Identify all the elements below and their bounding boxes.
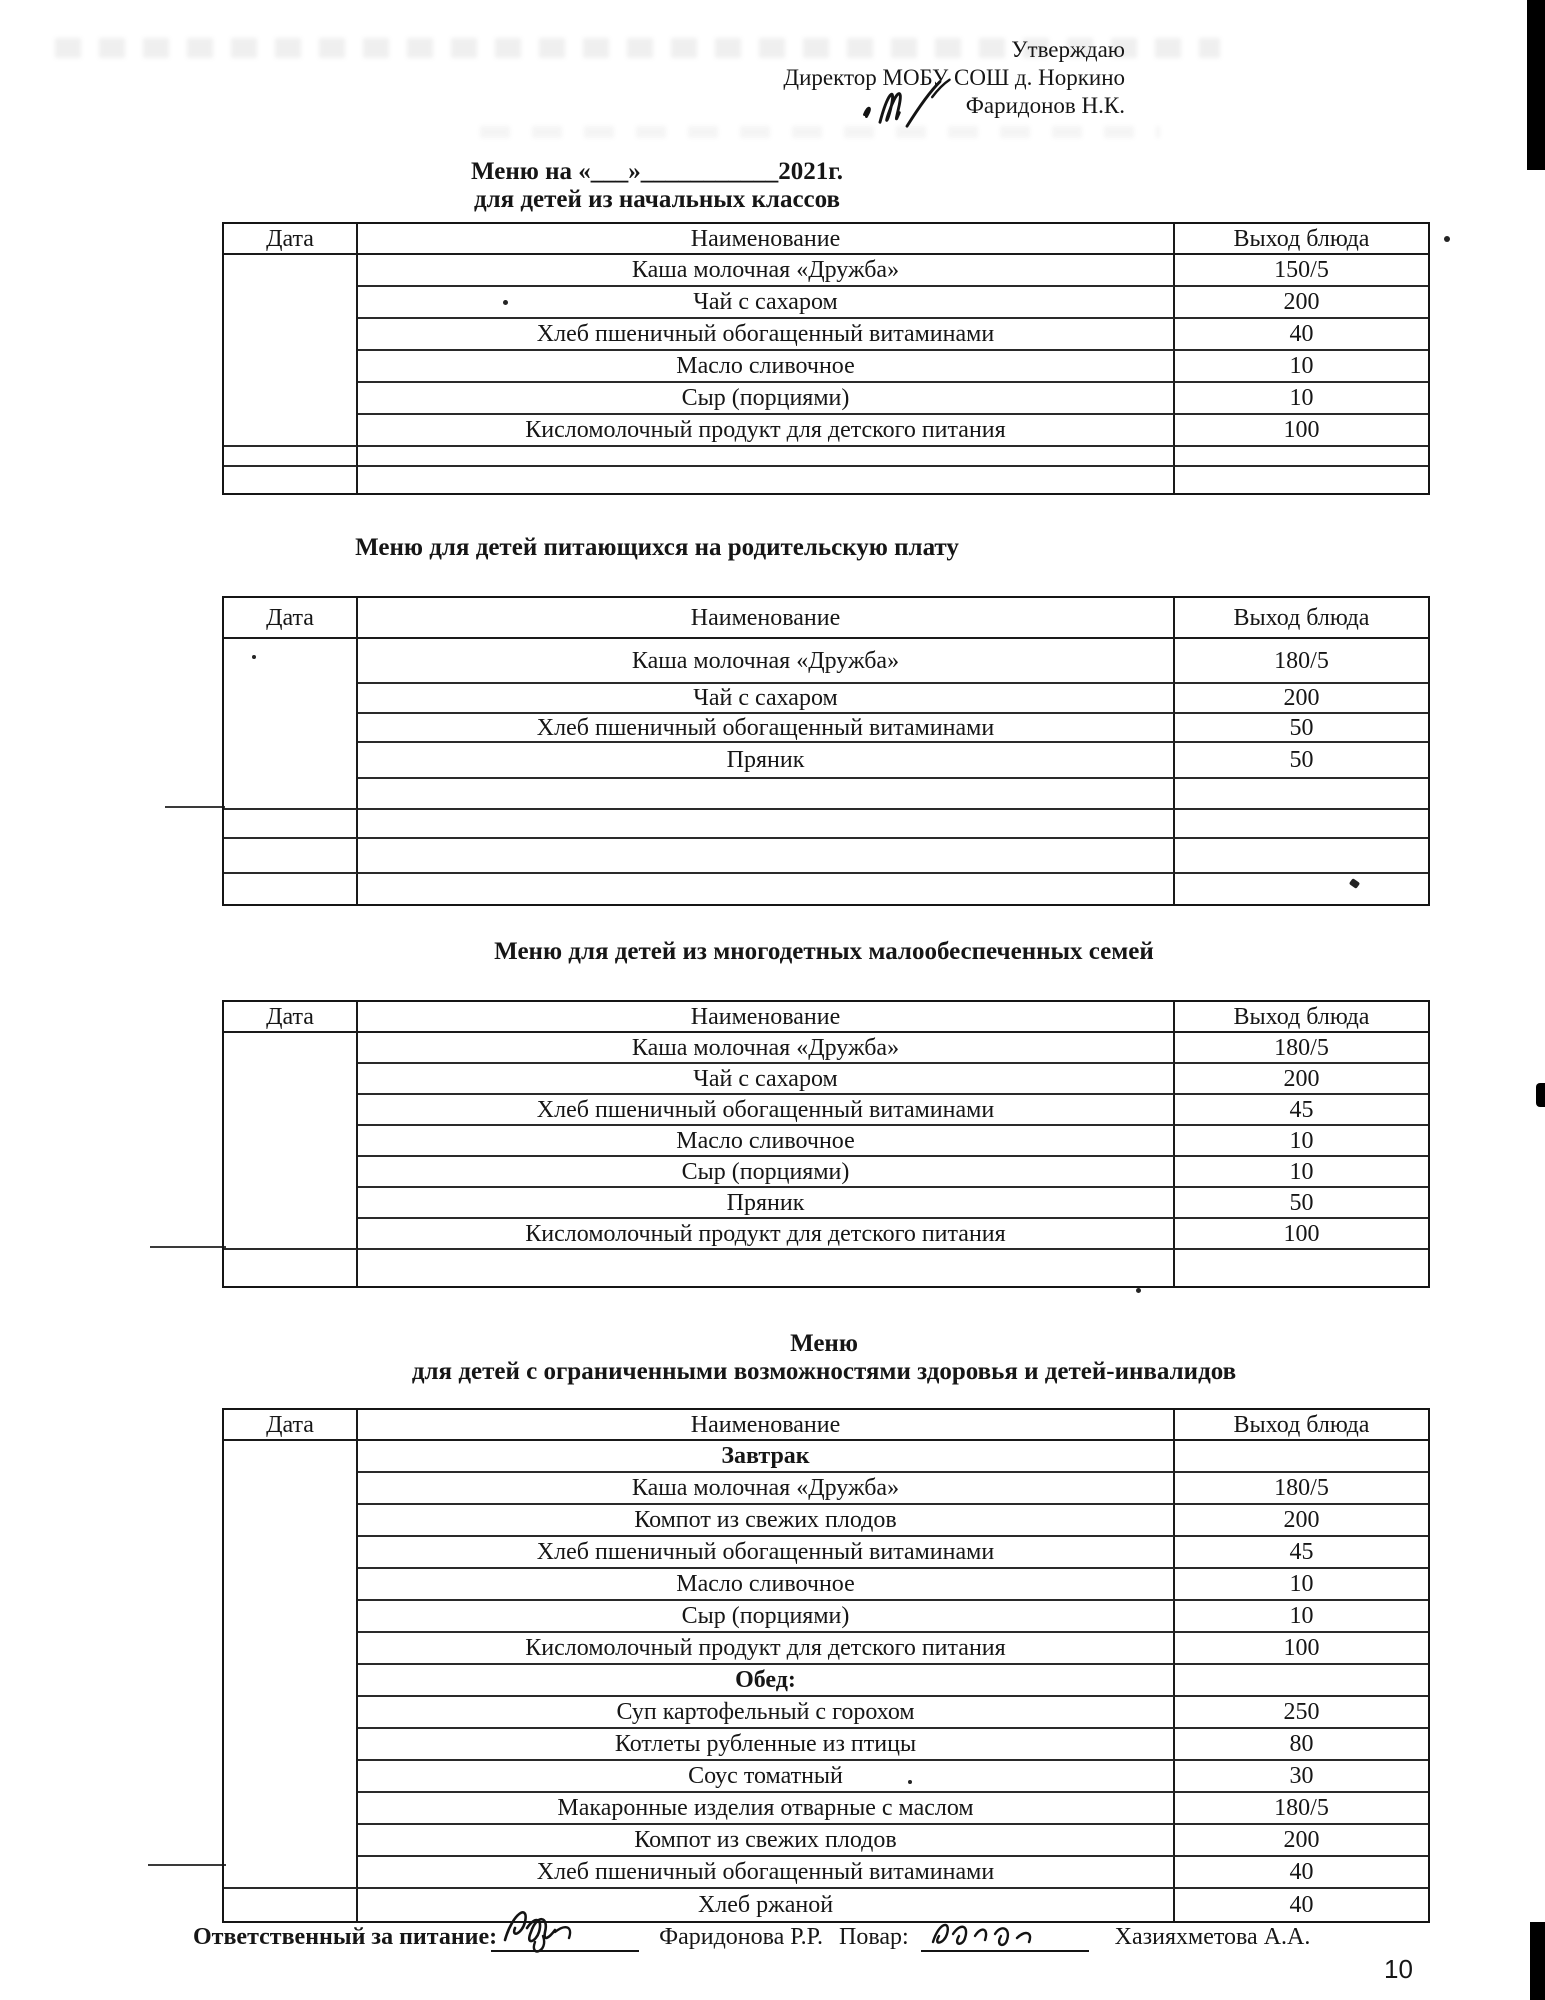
dish-name-cell: Масло сливочное: [358, 1126, 1175, 1157]
scan-artifact-bar-top: [1527, 0, 1545, 170]
menu-table-large-families: [222, 1000, 1430, 1288]
empty-output-cell: [1175, 1250, 1428, 1286]
empty-output-cell: [1175, 447, 1428, 467]
responsible-signature-line: [491, 1922, 639, 1952]
document-title: [57, 158, 1257, 214]
approval-line-approve: Утверждаю: [1011, 37, 1125, 62]
section-title-line: Меню: [790, 1330, 858, 1357]
empty-name-cell: [358, 779, 1175, 810]
dish-name-cell: Чай с сахаром: [358, 287, 1175, 319]
meal-section-row: Завтрак: [358, 1441, 1175, 1473]
date-cell: [224, 447, 358, 467]
empty-name-cell: [358, 447, 1175, 467]
dish-output-cell: 200: [1175, 1825, 1428, 1857]
dish-name-cell: Каша молочная «Дружба»: [358, 255, 1175, 287]
director-signature-icon: [852, 72, 964, 130]
empty-name-cell: [358, 467, 1175, 493]
dish-output-cell: 10: [1175, 1569, 1428, 1601]
dish-output-cell: 45: [1175, 1537, 1428, 1569]
empty-name-cell: [358, 839, 1175, 874]
column-header-output: Выход блюда: [1175, 1002, 1428, 1033]
column-header-date: Дата: [224, 598, 358, 639]
menu-table-disabilities: [222, 1408, 1430, 1923]
dish-output-cell: 200: [1175, 684, 1428, 714]
scan-line-overrun: [148, 1864, 226, 1866]
empty-output-cell: [1175, 779, 1428, 810]
scan-line-overrun: [165, 806, 225, 808]
document-title-line: для детей из начальных классов: [473, 186, 841, 213]
dish-name-cell: Суп картофельный с горохом: [358, 1697, 1175, 1729]
cook-label: Повар:: [839, 1924, 909, 1950]
section-title-parent-paid: [57, 534, 1257, 562]
empty-output-cell: [1175, 467, 1428, 493]
dish-output-cell: 200: [1175, 1064, 1428, 1095]
approval-line-director: Директор МОБУ СОШ д. Норкино: [783, 65, 1125, 90]
dish-name-cell: Сыр (порциями): [358, 1601, 1175, 1633]
dish-output-cell: 40: [1175, 319, 1428, 351]
dish-output-cell: 30: [1175, 1761, 1428, 1793]
dish-output-cell: 180/5: [1175, 639, 1428, 684]
dish-name-cell: Сыр (порциями): [358, 383, 1175, 415]
date-cell-merged: [224, 1441, 358, 1889]
column-header-output: Выход блюда: [1175, 598, 1428, 639]
section-title-line: для детей с ограниченными возможностями здоровья и детей-инвалидов: [411, 1358, 1237, 1385]
date-cell: [224, 810, 358, 839]
dish-name-cell: Кисломолочный продукт для детского питания: [358, 1219, 1175, 1250]
column-header-name: Наименование: [358, 598, 1175, 639]
dish-name-cell: Пряник: [358, 743, 1175, 779]
dish-output-cell: 80: [1175, 1729, 1428, 1761]
empty-name-cell: [358, 810, 1175, 839]
dish-name-cell: Каша молочная «Дружба»: [358, 639, 1175, 684]
dish-output-cell: 200: [1175, 287, 1428, 319]
date-cell-merged: [224, 255, 358, 447]
dish-name-cell: Хлеб пшеничный обогащенный витаминами: [358, 319, 1175, 351]
column-header-output: Выход блюда: [1175, 1410, 1428, 1441]
column-header-name: Наименование: [358, 1410, 1175, 1441]
section-title-line: Меню для детей из многодетных малообеспеченных семей: [494, 938, 1154, 965]
approval-line-name: Фаридонов Н.К.: [965, 93, 1125, 118]
scan-bleedthrough-band: [480, 126, 1160, 138]
dish-name-cell: Хлеб пшеничный обогащенный витаминами: [358, 1095, 1175, 1126]
page-number: 10: [1384, 1954, 1413, 1984]
scan-artifact-bar-mid: [1536, 1083, 1545, 1107]
dish-name-cell: Компот из свежих плодов: [358, 1505, 1175, 1537]
column-header-output: Выход блюда: [1175, 224, 1428, 255]
date-cell-merged: [224, 639, 358, 810]
dish-output-cell: 100: [1175, 415, 1428, 447]
date-cell: [224, 467, 358, 493]
empty-name-cell: [358, 874, 1175, 904]
dish-name-cell: Хлеб пшеничный обогащенный витаминами: [358, 1857, 1175, 1889]
menu-table-parent-paid: [222, 596, 1430, 906]
column-header-date: Дата: [224, 224, 358, 255]
date-cell: [224, 874, 358, 904]
cook-signature-icon: [923, 1908, 1083, 1956]
cook-signature-line: [921, 1922, 1089, 1952]
meal-section-row: Обед:: [358, 1665, 1175, 1697]
section-title-large-families: [222, 938, 1426, 966]
column-header-date: Дата: [224, 1002, 358, 1033]
cook-name: Хазияхметова А.А.: [1114, 1924, 1311, 1950]
date-cell-merged: [224, 1033, 358, 1250]
dish-name-cell: Масло сливочное: [358, 351, 1175, 383]
empty-output-cell: [1175, 874, 1428, 904]
scan-speck: [1444, 236, 1450, 242]
menu-table-primary-classes: [222, 222, 1430, 495]
dish-name-cell: Пряник: [358, 1188, 1175, 1219]
column-header-date: Дата: [224, 1410, 358, 1441]
dish-name-cell: Сыр (порциями): [358, 1157, 1175, 1188]
dish-output-cell: 10: [1175, 351, 1428, 383]
dish-name-cell: Масло сливочное: [358, 1569, 1175, 1601]
responsible-label: Ответственный за питание:: [193, 1924, 498, 1950]
dish-output-cell: 200: [1175, 1505, 1428, 1537]
footer-signature-line: [193, 1922, 1310, 1952]
section-title-disabilities: [222, 1330, 1426, 1386]
dish-name-cell: Кисломолочный продукт для детского питания: [358, 1633, 1175, 1665]
dish-name-cell: Чай с сахаром: [358, 1064, 1175, 1095]
responsible-name: Фаридонова Р.Р.: [659, 1924, 823, 1950]
dish-name-cell: Хлеб пшеничный обогащенный витаминами: [358, 714, 1175, 743]
dish-name-cell: Компот из свежих плодов: [358, 1825, 1175, 1857]
document-title-line: Меню на «___»___________2021г.: [470, 158, 844, 185]
dish-output-cell: 40: [1175, 1857, 1428, 1889]
dish-output-cell: 10: [1175, 1126, 1428, 1157]
section-title-line: Меню для детей питающихся на родительскую плату: [355, 534, 959, 561]
dish-name-cell: Каша молочная «Дружба»: [358, 1033, 1175, 1064]
dish-output-cell: 180/5: [1175, 1473, 1428, 1505]
dish-output-cell: 50: [1175, 714, 1428, 743]
dish-output-cell: 180/5: [1175, 1793, 1428, 1825]
dish-output-cell: 150/5: [1175, 255, 1428, 287]
date-cell: [224, 1889, 358, 1921]
dish-output-cell: 50: [1175, 1188, 1428, 1219]
dish-output-cell: 100: [1175, 1219, 1428, 1250]
scan-speck: [1136, 1288, 1141, 1293]
dish-output-cell: [1175, 1665, 1428, 1697]
empty-output-cell: [1175, 839, 1428, 874]
column-header-name: Наименование: [358, 224, 1175, 255]
dish-output-cell: 10: [1175, 1157, 1428, 1188]
dish-name-cell: Хлеб пшеничный обогащенный витаминами: [358, 1537, 1175, 1569]
dish-name-cell: Соус томатный: [358, 1761, 1175, 1793]
dish-output-cell: [1175, 1441, 1428, 1473]
dish-name-cell: Котлеты рубленные из птицы: [358, 1729, 1175, 1761]
scan-artifact-bar-bottom: [1530, 1922, 1545, 2000]
date-cell: [224, 1250, 358, 1286]
column-header-name: Наименование: [358, 1002, 1175, 1033]
dish-output-cell: 250: [1175, 1697, 1428, 1729]
dish-output-cell: 10: [1175, 383, 1428, 415]
empty-name-cell: [358, 1250, 1175, 1286]
date-cell: [224, 839, 358, 874]
empty-output-cell: [1175, 810, 1428, 839]
scan-line-overrun: [150, 1246, 226, 1248]
dish-output-cell: 40: [1289, 1892, 1314, 1918]
dish-output-cell: 100: [1175, 1633, 1428, 1665]
dish-output-cell: 10: [1175, 1601, 1428, 1633]
dish-name-cell: Хлеб ржаной: [358, 1889, 1175, 1921]
dish-name-cell: Кисломолочный продукт для детского питания: [358, 415, 1175, 447]
dish-output-cell: 45: [1175, 1095, 1428, 1126]
responsible-signature-icon: [493, 1892, 633, 1956]
dish-name-cell: Макаронные изделия отварные с маслом: [358, 1793, 1175, 1825]
dish-output-cell: 50: [1175, 743, 1428, 779]
dish-output-cell: 180/5: [1175, 1033, 1428, 1064]
dish-name-cell: Каша молочная «Дружба»: [358, 1473, 1175, 1505]
dish-name-cell: Чай с сахаром: [358, 684, 1175, 714]
